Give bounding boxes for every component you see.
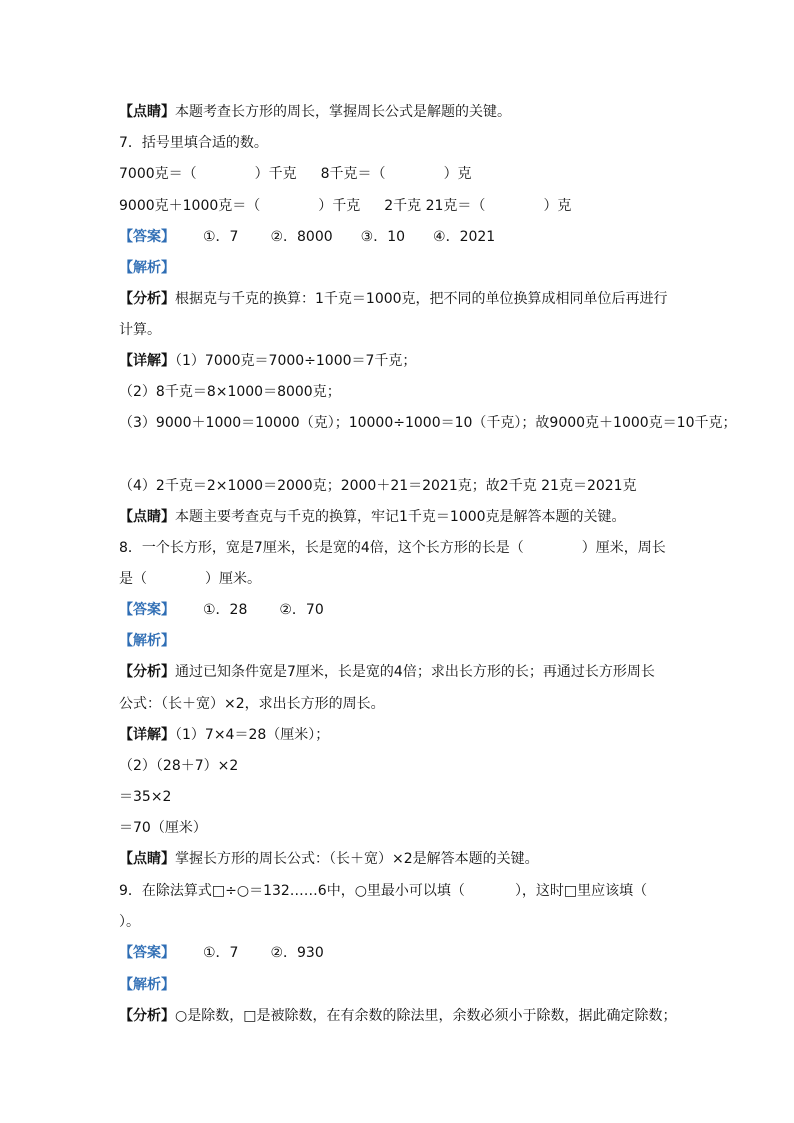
q8-answer-1: ①．28 (203, 602, 248, 618)
xiangjie-tag: 【详解】 (119, 353, 175, 369)
q7-jiexi-tag: 【解析】 (119, 260, 175, 276)
q9-answer-2: ②．930 (270, 945, 324, 961)
diandian-text: 掌握长方形的周长公式：（长＋宽）×2是解答本题的关键。 (175, 851, 539, 867)
q7-blank2-suffix: ）克 (443, 166, 472, 182)
answer-tag: 【答案】 (119, 602, 175, 618)
q6-diandian (119, 102, 511, 122)
q8-xiangjie-1 (119, 725, 329, 745)
fenxi-text: 根据克与千克的换算：1千克＝1000克，把不同的单位换算成相同单位后再进行 (175, 291, 668, 307)
xiangjie-tag: 【详解】 (119, 727, 175, 743)
q8-blank2-prefix: 是（ (119, 571, 147, 587)
q8-fenxi-2: 公式：（长＋宽）×2，求出长方形的周长。 (119, 696, 385, 712)
q9-fenxi-1 (119, 1006, 676, 1026)
q8-blank2-suffix: ）厘米。 (205, 571, 261, 587)
fenxi-tag: 【分析】 (119, 291, 175, 307)
q8-blank1-prefix: 8．一个长方形，宽是7厘米，长是宽的4倍，这个长方形的长是（ (119, 540, 524, 556)
q7-answer-3: ③．10 (360, 229, 406, 245)
q7-answer-2: ②．8000 (270, 229, 333, 245)
q7-blank3-prefix: 9000克＋1000克＝（ (119, 198, 261, 214)
q7-answer-4: ④．2021 (433, 229, 496, 245)
q7-xiangjie-3: （3）9000＋1000＝10000（克）；10000÷1000＝10（千克）；故9000克＋1000克＝10千克； (119, 415, 737, 431)
q9-blank2-prefix: ），这时□里应该填（ (514, 883, 648, 899)
q8-answer-2: ②．70 (279, 602, 324, 618)
diandian-tag: 【点睛】 (119, 104, 175, 120)
q8-answer (119, 600, 324, 620)
q9-answer (119, 943, 324, 963)
diandian-tag: 【点睛】 (119, 851, 175, 867)
q9-title-1 (119, 881, 647, 901)
q7-xiangjie-1 (119, 351, 416, 371)
diandian-text: 本题考查长方形的周长，掌握周长公式是解题的关键。 (175, 104, 511, 120)
q7-answer-1: ①．7 (203, 229, 239, 245)
q7-xiangjie-2: （2）8千克＝8×1000＝8000克； (119, 384, 341, 400)
q8-xiangjie-4: ＝70（厘米） (119, 820, 207, 836)
q8-jiexi-tag: 【解析】 (119, 633, 175, 649)
diandian-text: 本题主要考查克与千克的换算，牢记1千克＝1000克是解答本题的关键。 (175, 509, 626, 525)
q7-line1 (119, 164, 472, 184)
q9-title-2: ）。 (119, 914, 140, 930)
q7-blank3-suffix: ）千克 (318, 198, 361, 214)
q8-title-1 (119, 538, 666, 558)
q7-diandian (119, 507, 626, 527)
q7-line2 (119, 196, 571, 216)
q7-fenxi-2: 计算。 (119, 322, 161, 338)
q7-xiangjie-4: （4）2千克＝2×1000＝2000克；2000＋21＝2021克；故2千克 21克＝2021克 (119, 478, 637, 494)
diandian-tag: 【点睛】 (119, 509, 175, 525)
q7-answer (119, 227, 495, 247)
q9-jiexi-tag: 【解析】 (119, 977, 175, 993)
q8-title-2 (119, 569, 261, 589)
q8-xiangjie-3: ＝35×2 (119, 789, 172, 805)
fenxi-tag: 【分析】 (119, 1008, 175, 1024)
fenxi-text: ○是除数，□是被除数，在有余数的除法里，余数必须小于除数，据此确定除数； (175, 1008, 677, 1024)
answer-tag: 【答案】 (119, 229, 175, 245)
answer-tag: 【答案】 (119, 945, 175, 961)
q7-blank1-suffix: ）千克 (254, 166, 297, 182)
q8-xiangjie-2: （2）（28＋7）×2 (119, 758, 239, 774)
q7-blank4-prefix: 2千克 21克＝（ (384, 198, 486, 214)
q7-blank4-suffix: ）克 (543, 198, 572, 214)
fenxi-text: 通过已知条件宽是7厘米，长是宽的4倍；求出长方形的长；再通过长方形周长 (175, 664, 655, 680)
q7-blank1-prefix: 7000克＝（ (119, 166, 197, 182)
q7-title: 7．括号里填合适的数。 (119, 135, 268, 151)
q8-diandian (119, 849, 539, 869)
q8-blank1-suffix: ）厘米，周长 (581, 540, 666, 556)
q7-fenxi-1 (119, 289, 668, 309)
q9-answer-1: ①．7 (203, 945, 239, 961)
q9-blank1-prefix: 9．在除法算式□÷○＝132……6中，○里最小可以填（ (119, 883, 465, 899)
xiangjie-text: （1）7000克＝7000÷1000＝7千克； (175, 353, 417, 369)
xiangjie-text: （1）7×4＝28（厘米）； (175, 727, 330, 743)
q7-blank2-prefix: 8千克＝（ (320, 166, 386, 182)
q8-fenxi-1 (119, 662, 655, 682)
fenxi-tag: 【分析】 (119, 664, 175, 680)
